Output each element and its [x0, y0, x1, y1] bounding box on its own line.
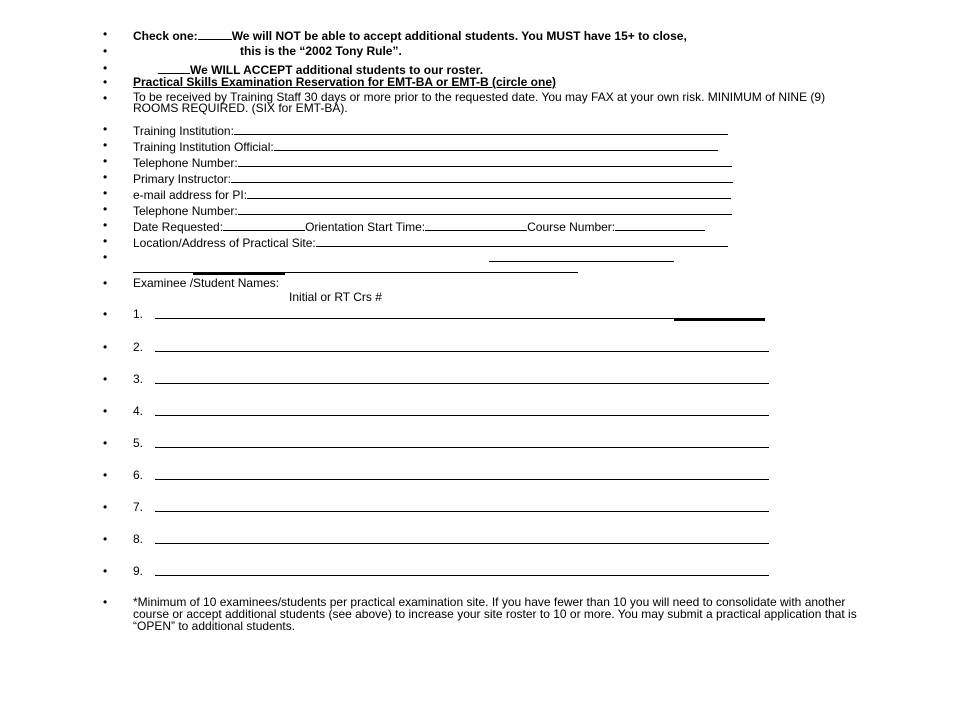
bullet: •	[103, 122, 108, 136]
examinee-name-input[interactable]	[155, 351, 769, 352]
training-official-label: Training Institution Official:	[133, 140, 274, 154]
bullet: •	[103, 436, 108, 450]
examinee-name-input[interactable]	[155, 575, 769, 576]
training-institution-label: Training Institution:	[133, 124, 234, 138]
examinee-name-input[interactable]	[155, 415, 769, 416]
bullet: •	[103, 218, 108, 232]
date-requested-label: Date Requested:	[133, 220, 224, 234]
bullet: •	[103, 61, 108, 75]
primary-instructor-label: Primary Instructor:	[133, 172, 232, 186]
examinee-number: 1.	[133, 307, 144, 321]
check-option2-text: We WILL ACCEPT additional students to our roster.	[190, 63, 484, 77]
bullet: •	[103, 307, 108, 321]
examinees-columns-label: Initial or RT Crs #	[289, 290, 382, 304]
bullet: •	[103, 564, 108, 578]
form-heading: Practical Skills Examination Reservation for EMT-BA or EMT-B (circle one)	[133, 75, 556, 89]
bullet: •	[103, 250, 108, 264]
bullet: •	[103, 234, 108, 248]
training-institution-input[interactable]	[234, 123, 728, 135]
examinee-number: 2.	[133, 340, 144, 354]
bullet: •	[103, 500, 108, 514]
location-label: Location/Address of Practical Site:	[133, 236, 316, 250]
bullet: •	[103, 202, 108, 216]
bullet: •	[103, 186, 108, 200]
bullet: •	[103, 27, 108, 41]
location-input[interactable]	[316, 235, 728, 247]
training-official-input[interactable]	[274, 139, 718, 151]
bullet: •	[103, 154, 108, 168]
telephone-input[interactable]	[238, 155, 732, 167]
check-blank-will-accept[interactable]	[158, 62, 190, 74]
examinee-name-input[interactable]	[155, 383, 769, 384]
bullet: •	[103, 595, 108, 609]
examinee-course-input[interactable]	[674, 319, 765, 321]
examinee-number: 6.	[133, 468, 144, 482]
bullet: •	[103, 276, 108, 290]
bullet: •	[103, 91, 108, 105]
email-label: e-mail address for PI:	[133, 188, 248, 202]
examinees-label: Examinee /Student Names:	[133, 276, 280, 290]
examinee-name-input[interactable]	[155, 447, 769, 448]
bullet: •	[103, 170, 108, 184]
date-requested-input[interactable]	[223, 219, 305, 231]
bullet: •	[103, 138, 108, 152]
examinee-number: 4.	[133, 404, 144, 418]
examinee-name-input[interactable]	[155, 543, 769, 544]
footnote-text: *Minimum of 10 examinees/students per practical examination site. If you have fewer than 10 you will need to consolidate with another course or accept additional students (see above) to increase your site roster to 10 or more. You may submit a practical application that is “OPEN” to additional students.	[133, 595, 857, 633]
examinee-number: 7.	[133, 500, 144, 514]
bullet: •	[103, 468, 108, 482]
bullet: •	[103, 532, 108, 546]
course-number-input[interactable]	[615, 219, 705, 231]
examinee-number: 5.	[133, 436, 144, 450]
examinee-number: 9.	[133, 564, 144, 578]
bullet: •	[103, 372, 108, 386]
check-blank-not-accept[interactable]	[198, 28, 232, 40]
primary-instructor-input[interactable]	[231, 171, 733, 183]
orientation-label: Orientation Start Time:	[305, 220, 426, 234]
bullet: •	[103, 75, 108, 89]
examinee-number: 3.	[133, 372, 144, 386]
examinee-number: 8.	[133, 532, 144, 546]
bullet: •	[103, 340, 108, 354]
course-number-label: Course Number:	[527, 220, 616, 234]
location-line-2[interactable]	[489, 261, 674, 262]
tony-rule-text: this is the “2002 Tony Rule”.	[240, 44, 402, 58]
telephone-label: Telephone Number:	[133, 156, 238, 170]
check-one-label: Check one:	[133, 29, 198, 43]
examinee-name-input[interactable]	[155, 479, 769, 480]
orientation-input[interactable]	[425, 219, 527, 231]
check-option1-text: We will NOT be able to accept additional students. You MUST have 15+ to close,	[231, 29, 687, 43]
intro-text: To be received by Training Staff 30 days or more prior to the requested date. You may FAX at your own risk. MINIMUM of NINE (9) ROOMS REQUIRED. (SIX for EMT-BA).	[133, 90, 826, 115]
bullet: •	[103, 44, 108, 58]
telephone2-input[interactable]	[238, 203, 732, 215]
examinee-name-input[interactable]	[155, 511, 769, 512]
telephone2-label: Telephone Number:	[133, 204, 238, 218]
location-line-3-accent	[193, 273, 285, 275]
bullet: •	[103, 404, 108, 418]
email-input[interactable]	[247, 187, 731, 199]
